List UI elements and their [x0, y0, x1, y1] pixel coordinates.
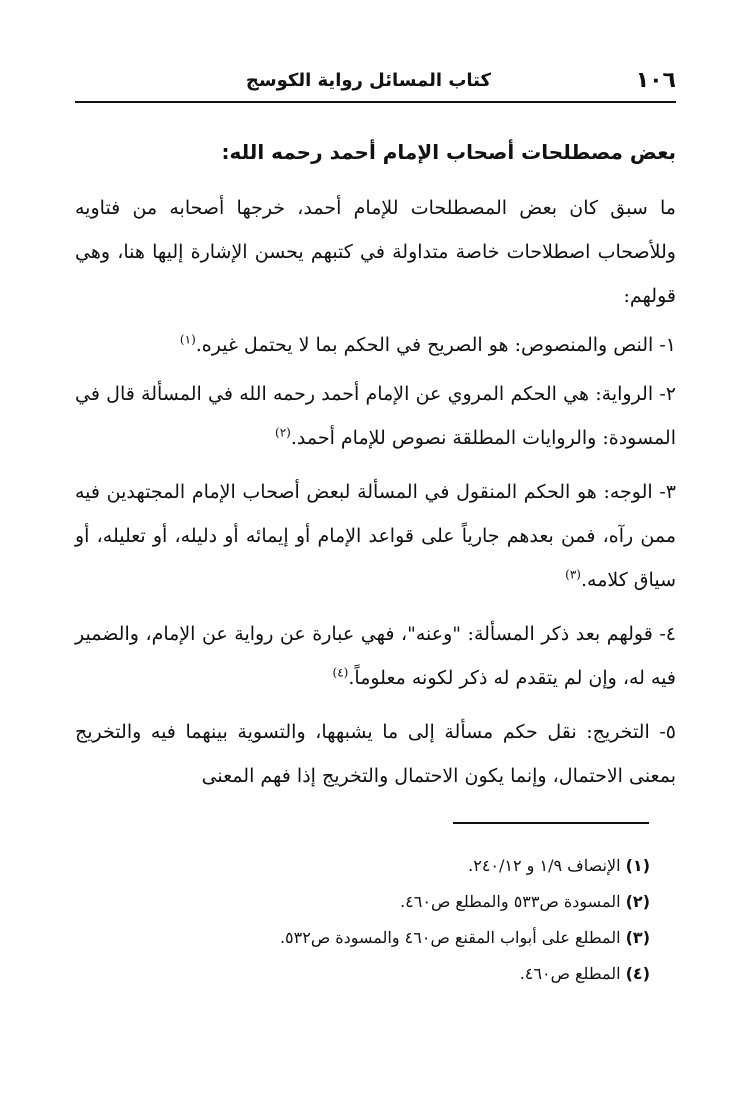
footnote-text: المسودة ص٥٣٣ والمطلع ص٤٦٠.: [400, 892, 621, 911]
footnote: [75, 956, 650, 992]
footnote-marker: (٢): [275, 425, 291, 440]
footnote-text: الإنصاف ١/٩ و ٢٤٠/١٢.: [468, 856, 621, 875]
list-item-text: ٣- الوجه: هو الحكم المنقول في المسألة لبعض أصحاب الإمام المجتهدين فيه ممن رآه، فمن بعدهم جارياً على قواعد الإمام أو إيمائه أو دليله، أو تعليله، أو سياق كلامه.: [75, 481, 676, 591]
list-item: [75, 710, 676, 798]
header-divider: [75, 101, 676, 103]
list-item-text: ٢- الرواية: هي الحكم المروي عن الإمام أحمد رحمه الله في المسألة قال في المسودة: والروايات المطلقة نصوص للإمام أحمد.: [75, 383, 676, 449]
footnote-marker: (٤): [332, 665, 349, 680]
footnote: [75, 920, 650, 956]
list-item: [75, 470, 676, 602]
footnote-number: (١): [625, 856, 650, 875]
list-item-text: ٥- التخريج: نقل حكم مسألة إلى ما يشبهها، والتسوية بينهما فيه والتخريج بمعنى الاحتمال، وإنما يكون الاحتمال والتخريج إذا فهم المعنى: [75, 721, 676, 787]
footnotes: [75, 848, 650, 992]
list-item-text: ١- النص والمنصوص: هو الصريح في الحكم بما لا يحتمل غيره.: [195, 334, 676, 356]
footnote-text: المطلع ص٤٦٠.: [519, 964, 621, 983]
list-item: [75, 612, 676, 700]
footnote: [75, 848, 650, 884]
footnote-number: (٣): [625, 928, 650, 947]
footnote-marker: (٣): [565, 567, 581, 582]
footnote-number: (٢): [625, 892, 650, 911]
section-heading: بعض مصطلحات أصحاب الإمام أحمد رحمه الله:: [221, 140, 676, 164]
footnote-marker: (١): [179, 332, 196, 347]
book-title: كتاب المسائل رواية الكوسج: [245, 70, 491, 91]
page-number: ١٠٦: [635, 68, 676, 93]
footnote-divider: [453, 822, 649, 824]
footnote-text: المطلع على أبواب المقنع ص٤٦٠ والمسودة ص٥٣٢.: [279, 928, 621, 947]
list-item-text: ٤- قولهم بعد ذكر المسألة: "وعنه"، فهي عبارة عن رواية عن الإمام، والضمير فيه له، وإن لم يتقدم له ذكر لكونه معلوماً.: [75, 623, 676, 689]
running-head: [75, 68, 676, 100]
footnote-number: (٤): [625, 964, 650, 983]
list-item: [75, 323, 676, 367]
list-item: [75, 372, 676, 460]
intro-paragraph: ما سبق كان بعض المصطلحات للإمام أحمد، خرجها أصحابه من فتاويه وللأصحاب اصطلاحات خاصة متداولة في كتبهم يحسن الإشارة إليها هنا، وهي قولهم:: [75, 197, 676, 307]
body-text: [75, 186, 676, 798]
footnote: [75, 884, 650, 920]
